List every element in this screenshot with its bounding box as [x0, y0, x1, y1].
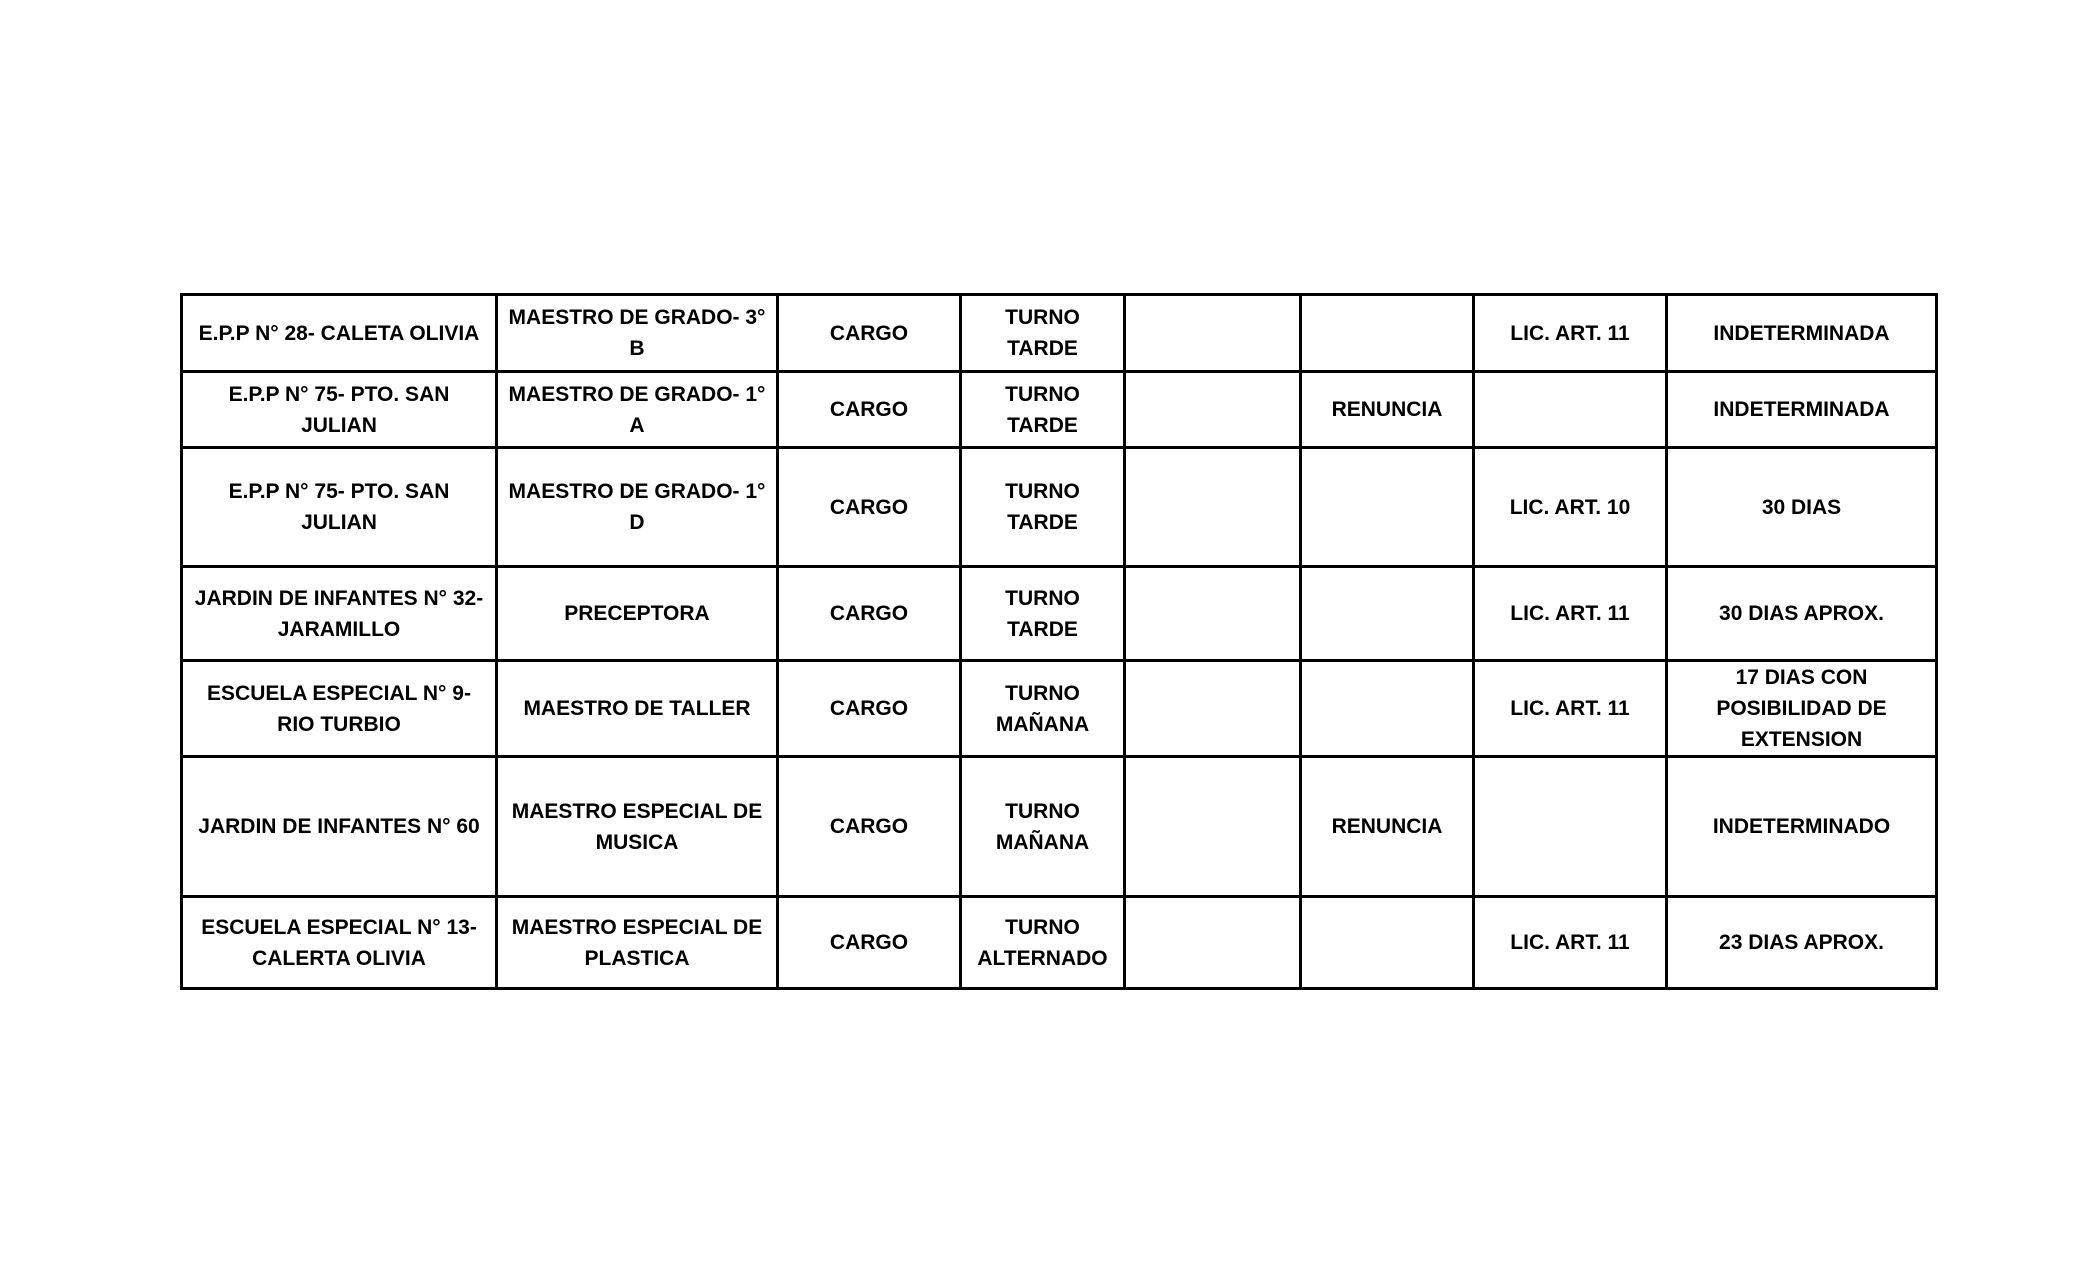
table-row — [182, 661, 1937, 757]
reason-resignation-cell: RENUNCIA — [1301, 372, 1474, 448]
reason-resignation-cell — [1301, 897, 1474, 989]
shift-cell: TURNO MAÑANA — [961, 757, 1125, 897]
reason-resignation-cell — [1301, 567, 1474, 661]
table-row — [182, 567, 1937, 661]
shift-cell: TURNO TARDE — [961, 372, 1125, 448]
leave-article-cell: LIC. ART. 11 — [1474, 295, 1667, 372]
empty-cell — [1125, 897, 1301, 989]
school-cell: JARDIN DE INFANTES N° 60 — [182, 757, 497, 897]
table-row — [182, 295, 1937, 372]
duration-cell: 17 DIAS CON POSIBILIDAD DE EXTENSION — [1667, 661, 1937, 757]
leave-article-cell: LIC. ART. 11 — [1474, 567, 1667, 661]
shift-cell: TURNO MAÑANA — [961, 661, 1125, 757]
school-cell: E.P.P N° 75- PTO. SAN JULIAN — [182, 372, 497, 448]
position-cell: PRECEPTORA — [497, 567, 778, 661]
leave-article-cell: LIC. ART. 11 — [1474, 897, 1667, 989]
duration-cell: INDETERMINADO — [1667, 757, 1937, 897]
shift-cell: TURNO TARDE — [961, 448, 1125, 567]
school-cell: ESCUELA ESPECIAL N° 9- RIO TURBIO — [182, 661, 497, 757]
reason-resignation-cell: RENUNCIA — [1301, 757, 1474, 897]
type-cell: CARGO — [778, 757, 961, 897]
leave-article-cell: LIC. ART. 11 — [1474, 661, 1667, 757]
table-row — [182, 448, 1937, 567]
position-cell: MAESTRO DE GRADO- 1° A — [497, 372, 778, 448]
duration-cell: INDETERMINADA — [1667, 372, 1937, 448]
table-row — [182, 757, 1937, 897]
empty-cell — [1125, 757, 1301, 897]
leave-article-cell: LIC. ART. 10 — [1474, 448, 1667, 567]
school-cell: E.P.P N° 28- CALETA OLIVIA — [182, 295, 497, 372]
table-row — [182, 372, 1937, 448]
reason-resignation-cell — [1301, 448, 1474, 567]
leave-article-cell — [1474, 372, 1667, 448]
empty-cell — [1125, 567, 1301, 661]
shift-cell: TURNO ALTERNADO — [961, 897, 1125, 989]
duration-cell: 30 DIAS — [1667, 448, 1937, 567]
type-cell: CARGO — [778, 295, 961, 372]
type-cell: CARGO — [778, 372, 961, 448]
shift-cell: TURNO TARDE — [961, 295, 1125, 372]
type-cell: CARGO — [778, 448, 961, 567]
shift-cell: TURNO TARDE — [961, 567, 1125, 661]
type-cell: CARGO — [778, 897, 961, 989]
empty-cell — [1125, 372, 1301, 448]
type-cell: CARGO — [778, 661, 961, 757]
type-cell: CARGO — [778, 567, 961, 661]
empty-cell — [1125, 295, 1301, 372]
school-cell: ESCUELA ESPECIAL N° 13- CALERTA OLIVIA — [182, 897, 497, 989]
duration-cell: 30 DIAS APROX. — [1667, 567, 1937, 661]
position-cell: MAESTRO DE TALLER — [497, 661, 778, 757]
vacancies-table — [180, 293, 1938, 990]
position-cell: MAESTRO DE GRADO- 3° B — [497, 295, 778, 372]
school-cell: E.P.P N° 75- PTO. SAN JULIAN — [182, 448, 497, 567]
table-row — [182, 897, 1937, 989]
duration-cell: INDETERMINADA — [1667, 295, 1937, 372]
position-cell: MAESTRO ESPECIAL DE MUSICA — [497, 757, 778, 897]
leave-article-cell — [1474, 757, 1667, 897]
school-cell: JARDIN DE INFANTES N° 32- JARAMILLO — [182, 567, 497, 661]
empty-cell — [1125, 448, 1301, 567]
reason-resignation-cell — [1301, 661, 1474, 757]
position-cell: MAESTRO DE GRADO- 1° D — [497, 448, 778, 567]
empty-cell — [1125, 661, 1301, 757]
duration-cell: 23 DIAS APROX. — [1667, 897, 1937, 989]
reason-resignation-cell — [1301, 295, 1474, 372]
position-cell: MAESTRO ESPECIAL DE PLASTICA — [497, 897, 778, 989]
